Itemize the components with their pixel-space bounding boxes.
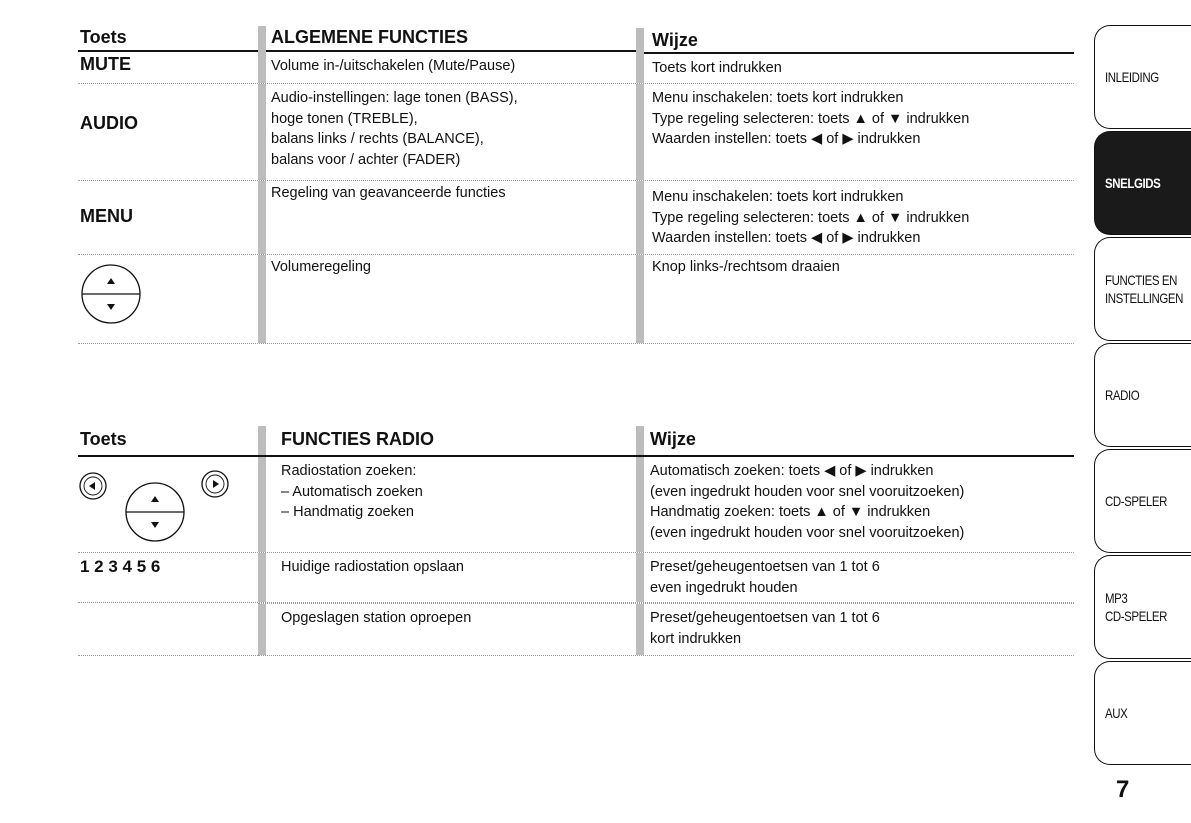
tab-cd-speler[interactable]: CD-SPELER bbox=[1094, 449, 1191, 553]
function-text: Volume in-/uitschakelen (Mute/Pause) bbox=[271, 58, 516, 74]
function-text: Radiostation zoeken: – Automatisch zoeken – Handmatig zoeken bbox=[281, 463, 423, 520]
header-mode: Wijze bbox=[650, 429, 696, 449]
up-down-knob-icon bbox=[80, 263, 142, 325]
mode-text: Knop links-/rechtsom draaien bbox=[652, 259, 840, 275]
page-number: 7 bbox=[1116, 776, 1130, 803]
table-row bbox=[78, 457, 1074, 553]
function-text: Regeling van geavanceerde functies bbox=[271, 185, 506, 201]
mode-text: Toets kort indrukken bbox=[652, 60, 782, 76]
table-row bbox=[78, 181, 1074, 255]
column-divider bbox=[636, 426, 644, 456]
tab-snelgids[interactable]: SNELGIDS bbox=[1094, 131, 1191, 235]
column-divider bbox=[258, 26, 266, 54]
mode-text: Preset/geheugentoetsen van 1 tot 6 kort indrukken bbox=[650, 610, 880, 647]
table-row bbox=[78, 553, 1074, 603]
table-row bbox=[78, 255, 1074, 344]
table-header bbox=[78, 426, 1074, 454]
tab-mp3-cd-speler[interactable]: MP3 CD-SPELER bbox=[1094, 555, 1191, 659]
radio-functions-table bbox=[78, 426, 1074, 656]
header-rule bbox=[78, 50, 258, 52]
table-row bbox=[258, 603, 1074, 656]
mode-text: Preset/geheugentoetsen van 1 tot 6 even ingedrukt houden bbox=[650, 559, 880, 596]
table-row bbox=[78, 54, 1074, 84]
function-text: Volumeregeling bbox=[271, 259, 371, 275]
tab-functies-en-instellingen[interactable]: FUNCTIES EN INSTELLINGEN bbox=[1094, 237, 1191, 341]
function-text: Opgeslagen station oproepen bbox=[281, 610, 472, 626]
function-text: Audio-instellingen: lage tonen (BASS), hoge tonen (TREBLE), balans links / rechts (BALANCE), balans voor / achter (FADER) bbox=[271, 90, 518, 168]
header-key: Toets bbox=[80, 27, 127, 47]
mode-text: Menu inschakelen: toets kort indrukken Type regeling selecteren: toets ▲ of ▼ indrukken Waarden instellen: toets ◀ of ▶ indrukken bbox=[652, 90, 970, 147]
preset-keys-label: 1 2 3 4 5 6 bbox=[80, 557, 161, 576]
tab-radio[interactable]: RADIO bbox=[1094, 343, 1191, 447]
header-function: FUNCTIES RADIO bbox=[281, 429, 434, 449]
header-key: Toets bbox=[80, 429, 127, 449]
column-divider bbox=[258, 426, 266, 456]
key-label: MUTE bbox=[80, 54, 131, 74]
key-label: MENU bbox=[80, 206, 133, 226]
mode-text: Automatisch zoeken: toets ◀ of ▶ indrukken (even ingedrukt houden voor snel vooruitzoeken) Handmatig zoeken: toets ▲ of ▼ indrukken (even ingedrukt houden voor snel vooruitzoeken) bbox=[650, 463, 965, 541]
tab-aux[interactable]: AUX bbox=[1094, 661, 1191, 765]
header-mode: Wijze bbox=[652, 30, 698, 50]
header-function: ALGEMENE FUNCTIES bbox=[271, 27, 469, 47]
tab-inleiding[interactable]: INLEIDING bbox=[1094, 25, 1191, 129]
table-header bbox=[78, 24, 1074, 52]
function-text: Huidige radiostation opslaan bbox=[281, 559, 464, 575]
column-divider bbox=[636, 28, 644, 54]
table-row bbox=[78, 84, 1074, 181]
mode-text: Menu inschakelen: toets kort indrukken Type regeling selecteren: toets ▲ of ▼ indrukken Waarden instellen: toets ◀ of ▶ indrukken bbox=[652, 189, 970, 246]
general-functions-table bbox=[78, 24, 1074, 344]
key-label: AUDIO bbox=[80, 113, 138, 133]
seek-buttons-icon bbox=[78, 467, 230, 547]
header-rule bbox=[266, 50, 636, 52]
